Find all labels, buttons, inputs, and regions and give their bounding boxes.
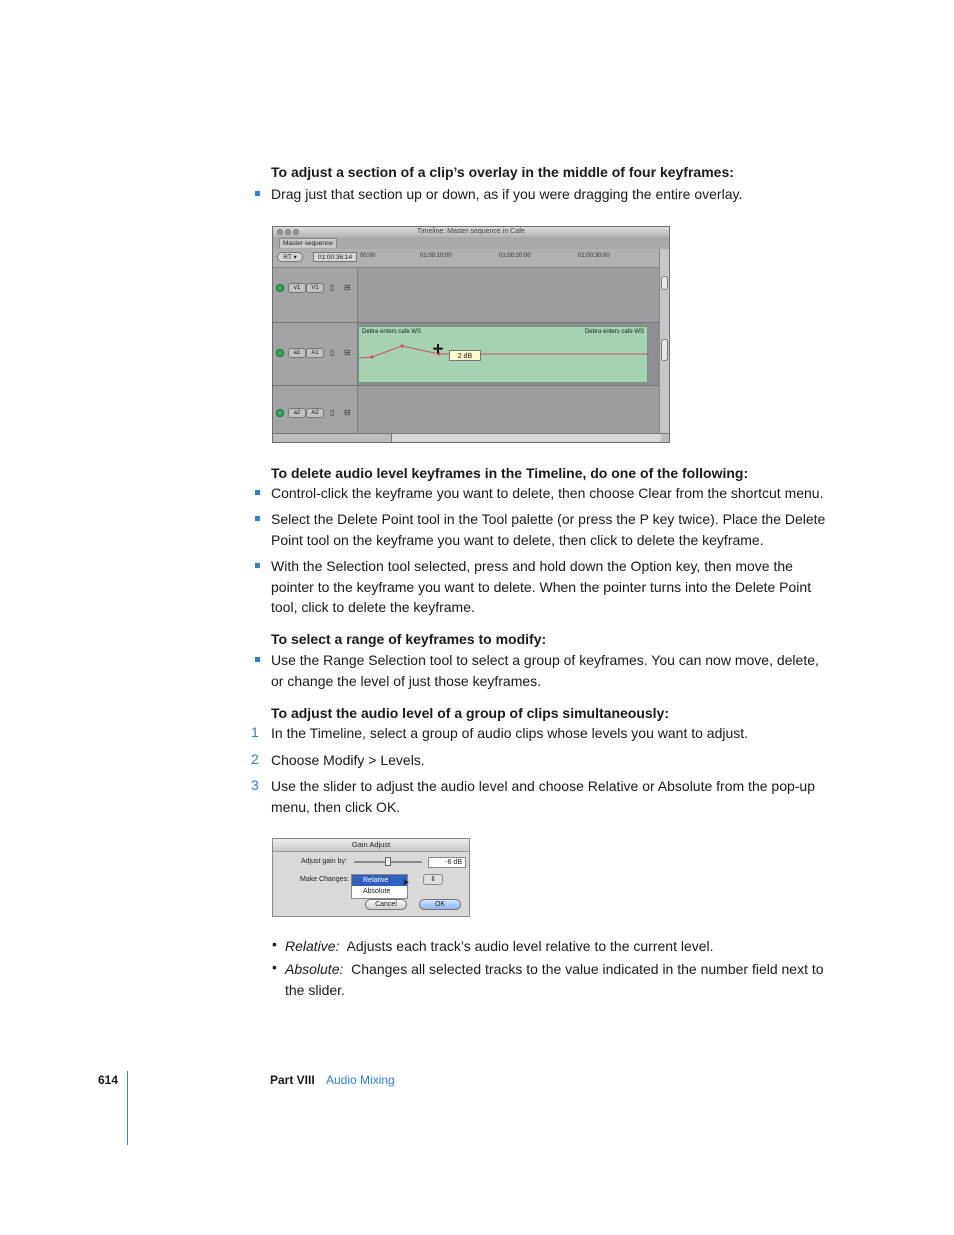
ruler-tick: 00:00 xyxy=(360,253,376,259)
dest-patch: V1 xyxy=(306,283,324,293)
delete-bullet: Select the Delete Point tool in the Tool palette (or press the P key twice). Place the Delete Point tool on the keyframe you want to delete, then click to delete the keyframe. xyxy=(271,511,826,548)
bullet-marker xyxy=(255,191,260,196)
option-term: Relative: xyxy=(285,938,340,954)
keyframe-dot xyxy=(370,355,373,358)
option-item xyxy=(285,936,830,957)
gain-slider-knob xyxy=(385,857,391,866)
dest-patch: A2 xyxy=(306,408,324,418)
rt-menu: RT ▾ xyxy=(277,252,303,262)
step-text: In the Timeline, select a group of audio clips whose levels you want to adjust. xyxy=(271,725,749,741)
option-item xyxy=(285,959,830,1000)
horizontal-scrollbar xyxy=(391,434,661,442)
timeline-screenshot xyxy=(272,226,670,443)
ruler-tick: 01:00:30:00 xyxy=(578,253,610,259)
page-number: 614 xyxy=(98,1073,119,1087)
make-changes-label: Make Changes: xyxy=(300,876,350,883)
lock-icon: ▯ xyxy=(330,408,335,417)
bullet-marker xyxy=(255,657,260,662)
zoom-icon xyxy=(293,229,299,235)
source-patch: v1 xyxy=(288,283,306,293)
track-header xyxy=(273,323,358,385)
bullet-marker xyxy=(255,563,260,568)
track-visibility-icon xyxy=(276,284,284,292)
link-icon: ⊟ xyxy=(344,283,351,292)
range-bullet: Use the Range Selection tool to select a group of keyframes. You can now move, delete, or change the level of just those keyframes. xyxy=(271,652,819,689)
step-text: Use the slider to adjust the audio level and choose Relative or Absolute from the pop-up menu, then click OK. xyxy=(271,778,815,815)
part-label: Part VIII xyxy=(270,1073,315,1087)
option-term: Absolute: xyxy=(285,961,344,977)
source-patch: a2 xyxy=(288,408,306,418)
track-header xyxy=(273,268,358,322)
range-heading: To select a range of keyframes to modify: xyxy=(271,631,547,647)
sequence-tab: Master sequence xyxy=(279,238,337,248)
clip-name: Debra enters cafe WS xyxy=(362,329,422,335)
delete-bullet: With the Selection tool selected, press and hold down the Option key, then move the pointer to the keyframe you want to delete. When the pointer turns into the Delete Point tool, click to delete the keyframe. xyxy=(271,558,812,615)
level-tooltip: 2 dB xyxy=(449,350,481,361)
make-changes-menu xyxy=(351,874,408,899)
menu-option-relative: Relative xyxy=(352,875,407,886)
cancel-button: Cancel xyxy=(365,899,407,910)
list-bullet: • xyxy=(272,959,277,975)
minimize-icon xyxy=(285,229,291,235)
link-icon: ⊟ xyxy=(344,348,351,357)
gain-adjust-dialog xyxy=(272,838,470,917)
lock-icon: ▯ xyxy=(330,283,335,292)
step-number: 3 xyxy=(251,777,259,793)
track-audible-icon xyxy=(276,409,284,417)
delete-heading: To delete audio level keyframes in the Timeline, do one of the following: xyxy=(271,465,749,481)
step-text: Choose Modify > Levels. xyxy=(271,752,425,768)
track-a2 xyxy=(273,386,660,437)
overlay-bullet: Drag just that section up or down, as if you were dragging the entire overlay. xyxy=(271,186,743,202)
time-ruler xyxy=(358,253,659,265)
audio-clip xyxy=(358,326,648,383)
bullet-marker xyxy=(255,516,260,521)
list-bullet: • xyxy=(272,936,277,952)
track-header xyxy=(273,386,358,436)
ok-button: OK xyxy=(419,899,461,910)
timecode-field: 01:00:36:14 xyxy=(313,252,357,262)
dest-patch: A1 xyxy=(306,348,324,358)
vertical-scrollbar xyxy=(659,249,669,437)
step-number: 1 xyxy=(251,724,259,740)
footer-rule xyxy=(127,1071,128,1145)
gain-value-field: -6 dB xyxy=(428,857,466,868)
link-icon: ⊟ xyxy=(344,408,351,417)
step-number: 2 xyxy=(251,751,259,767)
chapter-link[interactable]: Audio Mixing xyxy=(326,1073,395,1087)
bullet-marker xyxy=(255,490,260,495)
ruler-tick: 01:00:10:00 xyxy=(420,253,452,259)
option-desc: Adjusts each track’s audio level relative to the current level. xyxy=(346,938,714,954)
level-overlay xyxy=(359,327,649,384)
overlay-heading: To adjust a section of a clip’s overlay in the middle of four keyframes: xyxy=(271,164,734,180)
source-patch: a1 xyxy=(288,348,306,358)
popup-arrows-icon: ⇕ xyxy=(423,874,443,885)
scroll-thumb xyxy=(661,339,668,361)
timeline-title: Timeline: Master sequence in Cafe xyxy=(273,227,669,237)
option-desc: Changes all selected tracks to the value indicated in the number field next to the slider. xyxy=(285,961,824,998)
clip-name: Debra enters cafe WS xyxy=(584,329,644,335)
menu-option-absolute: Absolute xyxy=(363,888,391,895)
close-icon xyxy=(277,229,283,235)
crosshair-cursor-icon: ✛ xyxy=(433,342,444,356)
scroll-thumb xyxy=(661,276,668,290)
timeline-toolbar xyxy=(273,249,669,268)
track-audible-icon xyxy=(276,349,284,357)
ruler-tick: 01:00:20:00 xyxy=(499,253,531,259)
dialog-title: Gain Adjust xyxy=(273,839,469,852)
lock-icon: ▯ xyxy=(330,348,335,357)
adjust-gain-label: Adjust gain by: xyxy=(301,858,347,865)
timeline-bottom-bar xyxy=(273,433,669,442)
track-v1 xyxy=(273,268,660,323)
keyframe-dot xyxy=(400,344,403,347)
delete-bullet: Control-click the keyframe you want to delete, then choose Clear from the shortcut menu. xyxy=(271,485,824,501)
pointer-cursor-icon: ➤ xyxy=(402,877,410,887)
group-heading: To adjust the audio level of a group of clips simultaneously: xyxy=(271,705,670,721)
